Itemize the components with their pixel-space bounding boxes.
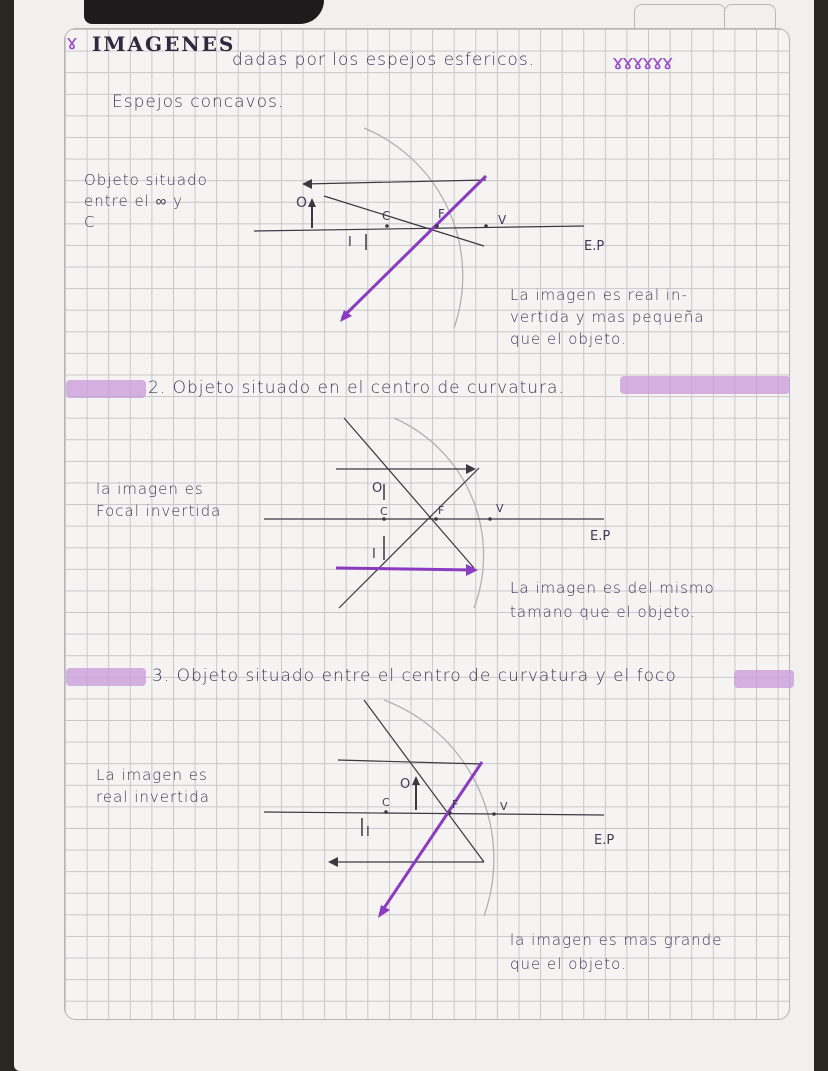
svg-text:C: C xyxy=(382,209,391,223)
svg-text:E.P: E.P xyxy=(594,833,615,848)
title-bullet-icon: ɤ xyxy=(66,30,76,54)
svg-text:F: F xyxy=(438,504,445,517)
svg-text:E.P: E.P xyxy=(590,529,611,544)
case2-label: la imagen es Focal invertida xyxy=(96,480,222,520)
object-label: O xyxy=(296,195,308,211)
case1-label: Objeto situado entre el ∞ y C xyxy=(84,171,208,231)
incident-ray xyxy=(304,180,486,184)
page-title: IMAGENES xyxy=(92,32,236,56)
case2-description: La imagen es del mismo tamano que el objeto. xyxy=(510,579,715,621)
svg-text:O: O xyxy=(372,481,383,496)
case1-description: La imagen es real in- vertida y mas pequeña que el objeto. xyxy=(510,286,705,348)
svg-text:E.P: E.P xyxy=(584,239,605,254)
section-marker xyxy=(66,668,146,686)
notebook-page xyxy=(14,0,814,1071)
svg-text:O: O xyxy=(400,777,411,792)
svg-text:V: V xyxy=(498,213,507,227)
reflected-ray xyxy=(342,176,486,318)
svg-text:C: C xyxy=(382,796,390,809)
page-subtitle: dadas por los espejos esfericos. xyxy=(232,50,536,70)
svg-text:V: V xyxy=(500,800,508,813)
section-marker xyxy=(620,376,790,394)
case3-heading: 3. Objeto situado entre el centro de curvatura y el foco xyxy=(152,666,677,686)
case3-label: La imagen es real invertida xyxy=(96,766,210,806)
case3-description: la imagen es mas grande que el objeto. xyxy=(510,931,723,973)
reflected-ray xyxy=(336,568,474,570)
section-heading: Espejos concavos. xyxy=(112,92,285,112)
case2-heading: 2. Objeto situado en el centro de curvatura. xyxy=(148,378,565,398)
svg-text:I: I xyxy=(348,235,352,250)
svg-text:F: F xyxy=(438,207,445,221)
section-marker xyxy=(734,670,794,688)
svg-text:V: V xyxy=(496,502,504,515)
principal-axis xyxy=(264,812,604,815)
svg-text:C: C xyxy=(380,505,388,518)
svg-text:F: F xyxy=(452,798,459,811)
svg-text:I: I xyxy=(366,825,370,840)
binder-clip xyxy=(84,0,324,24)
title-decoration: ɤɤɤɤɤɤ xyxy=(612,50,672,74)
principal-axis xyxy=(254,226,584,231)
svg-text:I: I xyxy=(372,547,376,562)
section-marker xyxy=(66,380,146,398)
case3-ray-diagram xyxy=(264,700,634,930)
